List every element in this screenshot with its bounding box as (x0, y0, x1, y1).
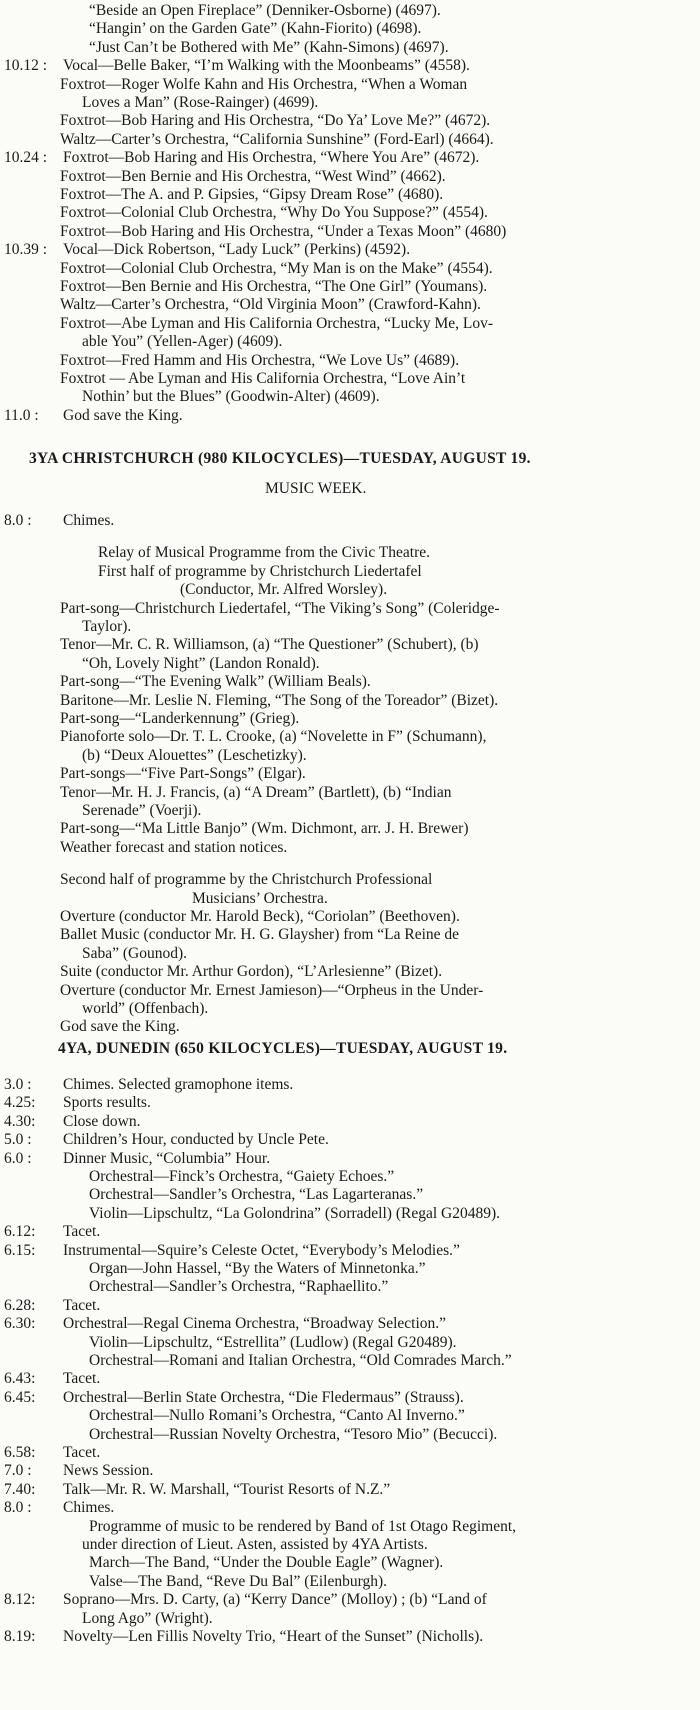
programme-line: “Oh, Lovely Night” (Landon Ronald). (82, 654, 320, 672)
programme-line: Talk—Mr. R. W. Marshall, “Tourist Resorts of N.Z.” (63, 1480, 391, 1498)
programme-line: Orchestral—Sandler’s Orchestra, “Las Lagarteranas.” (89, 1186, 424, 1204)
time-label: 6.58: (4, 1444, 36, 1461)
time-label: 10.12 : (4, 57, 48, 75)
programme-line: (b) “Deux Alouettes” (Leschetizky). (82, 746, 307, 764)
programme-line: Orchestral—Romani and Italian Orchestra, “Old Comrades March.” (89, 1352, 512, 1369)
programme-line: Weather forecast and station notices. (60, 838, 288, 856)
programme-line: Sports results. (63, 1094, 151, 1112)
time-label: 8.0 : (4, 512, 32, 529)
programme-line: Tacet. (63, 1370, 101, 1388)
time-label: 6.28: (4, 1296, 36, 1314)
programme-line: Foxtrot — Abe Lyman and His California Orchestra, “Love Ain’t (60, 370, 466, 387)
time-label: 4.25: (4, 1094, 36, 1112)
programme-line: world” (Offenbach). (82, 1000, 209, 1017)
time-label: 7.0 : (4, 1462, 32, 1480)
subheading-music-week: MUSIC WEEK. (265, 480, 367, 497)
programme-line: God save the King. (63, 406, 183, 424)
programme-line: Long Ago” (Wright). (82, 1609, 213, 1627)
programme-line: Tacet. (63, 1444, 101, 1461)
time-label: 6.0 : (4, 1149, 32, 1167)
programme-line: March—The Band, “Under the Double Eagle” (Wagner). (89, 1554, 444, 1572)
programme-line: Dinner Music, “Columbia” Hour. (63, 1149, 271, 1167)
programme-line: Violin—Lipschultz, “La Golondrina” (Sorradell) (Regal G20489). (89, 1204, 500, 1222)
programme-line: Tenor—Mr. C. R. Williamson, (a) “The Questioner” (Schubert), (b) (60, 636, 479, 654)
programme-line: “Hangin’ on the Garden Gate” (Kahn-Fiorito) (4698). (89, 20, 422, 38)
time-label: 6.43: (4, 1370, 36, 1388)
programme-line: Organ—John Hassel, “By the Waters of Minnetonka.” (89, 1260, 426, 1277)
programme-line: Waltz—Carter’s Orchestra, “California Sunshine” (Ford-Earl) (4664). (60, 130, 494, 148)
programme-line: God save the King. (60, 1018, 180, 1036)
programme-line: Orchestral—Berlin State Orchestra, “Die Fledermaus” (Strauss). (63, 1388, 464, 1406)
programme-line: Part-song—“Landerkennung” (Grieg). (60, 710, 300, 727)
programme-line: Relay of Musical Programme from the Civic Theatre. (98, 544, 431, 562)
programme-line: Children’s Hour, conducted by Uncle Pete. (63, 1131, 329, 1149)
programme-line: Programme of music to be rendered by Band of 1st Otago Regiment, (89, 1517, 517, 1535)
programme-line: “Beside an Open Fireplace” (Denniker-Osborne) (4697). (89, 2, 441, 19)
time-label: 6.30: (4, 1315, 36, 1333)
time-label: 6.45: (4, 1388, 36, 1406)
time-label: 5.0 : (4, 1131, 32, 1149)
programme-line: Foxtrot—Colonial Club Orchestra, “Why Do You Suppose?” (4554). (60, 204, 488, 222)
programme-line: “Just Can’t be Bothered with Me” (Kahn-Simons) (4697). (89, 38, 449, 56)
programme-line: Foxtrot—Fred Hamm and His Orchestra, “We Love Us” (4689). (60, 351, 460, 369)
programme-line: Tacet. (63, 1296, 101, 1314)
programme-line: Foxtrot—Abe Lyman and His California Orchestra, “Lucky Me, Lov- (60, 314, 494, 332)
programme-line: Second half of programme by the Christchurch Professional (60, 871, 433, 889)
programme-line: Foxtrot—The A. and P. Gipsies, “Gipsy Dream Rose” (4680). (60, 186, 444, 203)
programme-line: Soprano—Mrs. D. Carty, (a) “Kerry Dance” (Molloy) ; (b) “Land of (63, 1591, 487, 1609)
programme-line: Foxtrot—Ben Bernie and His Orchestra, “West Wind” (4662). (60, 167, 446, 185)
programme-line: Foxtrot—Roger Wolfe Kahn and His Orchestra, “When a Woman (60, 75, 468, 93)
programme-line: Loves a Man” (Rose-Rainger) (4699). (82, 94, 319, 111)
programme-line: Close down. (63, 1112, 141, 1130)
programme-line: Orchestral—Nullo Romani’s Orchestra, “Canto Al Inverno.” (89, 1407, 465, 1425)
programme-line: Musicians’ Orchestra. (192, 889, 328, 907)
programme-line: Vocal—Belle Baker, “I’m Walking with the Moonbeams” (4558). (63, 57, 470, 75)
time-label: 8.0 : (4, 1499, 32, 1517)
programme-line: Part-song—Christchurch Liedertafel, “The Viking’s Song” (Coleridge- (60, 599, 500, 617)
time-label: 7.40: (4, 1480, 36, 1498)
programme-line: First half of programme by Christchurch Liedertafel (98, 562, 422, 580)
programme-line: Serenade” (Voerji). (82, 802, 202, 819)
programme-line: Baritone—Mr. Leslie N. Fleming, “The Song of the Toreador” (Bizet). (60, 691, 499, 709)
programme-line: Foxtrot—Bob Haring and His Orchestra, “Do Ya’ Love Me?” (4672). (60, 112, 491, 130)
programme-line: Tenor—Mr. H. J. Francis, (a) “A Dream” (Bartlett), (b) “Indian (60, 783, 452, 801)
programme-line: Instrumental—Squire’s Celeste Octet, “Everybody’s Melodies.” (63, 1241, 460, 1259)
programme-line: Foxtrot—Colonial Club Orchestra, “My Man is on the Make” (4554). (60, 259, 493, 277)
time-label: 8.19: (4, 1628, 36, 1645)
programme-line: Chimes. (63, 512, 115, 529)
time-label: 10.39 : (4, 241, 48, 259)
time-label: 8.12: (4, 1591, 36, 1609)
programme-line: Ballet Music (conductor Mr. H. G. Glaysher) from “La Reine de (60, 926, 460, 944)
programme-line: Violin—Lipschultz, “Estrellita” (Ludlow) (Regal G20489). (89, 1333, 457, 1351)
programme-line: Tacet. (63, 1223, 101, 1241)
programme-line: (Conductor, Mr. Alfred Worsley). (180, 581, 388, 599)
programme-line: Vocal—Dick Robertson, “Lady Luck” (Perkins) (4592). (63, 241, 411, 259)
programme-line: Chimes. (63, 1499, 115, 1517)
time-label: 11.0 : (4, 406, 39, 424)
programme-line: Orchestral—Regal Cinema Orchestra, “Broadway Selection.” (63, 1315, 447, 1333)
programme-line: Suite (conductor Mr. Arthur Gordon), “L’Arlesienne” (Bizet). (60, 963, 443, 981)
programme-line: Part-song—“The Evening Walk” (William Beals). (60, 673, 371, 691)
programme-line: Nothin’ but the Blues” (Goodwin-Alter) (4609). (82, 388, 380, 406)
programme-line: Overture (conductor Mr. Harold Beck), “Coriolan” (Beethoven). (60, 908, 460, 925)
heading-4ya: 4YA, DUNEDIN (650 KILOCYCLES)—TUESDAY, AUGUST 19. (58, 1040, 508, 1057)
programme-line: Pianoforte solo—Dr. T. L. Crooke, (a) “Novelette in F” (Schumann), (60, 728, 487, 746)
time-label: 3.0 : (4, 1076, 32, 1093)
programme-line: Orchestral—Sandler’s Orchestra, “Raphaellito.” (89, 1278, 389, 1296)
programme-line: under direction of Lieut. Asten, assisted by 4YA Artists. (82, 1536, 428, 1553)
programme-line: Foxtrot—Bob Haring and His Orchestra, “Under a Texas Moon” (4680) (60, 222, 507, 240)
time-label: 6.15: (4, 1241, 36, 1259)
programme-line: Foxtrot—Ben Bernie and His Orchestra, “The One Girl” (Youmans). (60, 278, 488, 295)
programme-line: Foxtrot—Bob Haring and His Orchestra, “Where You Are” (4672). (63, 149, 480, 167)
heading-3ya: 3YA CHRISTCHURCH (980 KILOCYCLES)—TUESDAY, AUGUST 19. (29, 450, 531, 467)
time-label: 6.12: (4, 1223, 36, 1241)
programme-line: News Session. (63, 1462, 154, 1480)
programme-line: Valse—The Band, “Reve Du Bal” (Eilenburgh). (89, 1572, 388, 1590)
programme-line: Part-song—“Ma Little Banjo” (Wm. Dichmont, arr. J. H. Brewer) (60, 820, 469, 838)
programme-line: Waltz—Carter’s Orchestra, “Old Virginia Moon” (Crawford-Kahn). (60, 296, 481, 314)
programme-line: Overture (conductor Mr. Ernest Jamieson)—“Orpheus in the Under- (60, 981, 484, 999)
programme-line: Orchestral—Russian Novelty Orchestra, “Tesoro Mio” (Becucci). (89, 1425, 498, 1443)
time-label: 10.24 : (4, 149, 48, 167)
programme-line: Novelty—Len Fillis Novelty Trio, “Heart of the Sunset” (Nicholls). (63, 1628, 484, 1645)
time-label: 4.30: (4, 1112, 36, 1130)
programme-line: Saba” (Gounod). (82, 944, 188, 962)
programme-line: Taylor). (82, 618, 132, 635)
programme-line: Orchestral—Finck’s Orchestra, “Gaiety Echoes.” (89, 1168, 395, 1185)
programme-line: Part-songs—“Five Part-Songs” (Elgar). (60, 765, 306, 783)
programme-line: able You” (Yellen-Ager) (4609). (82, 333, 283, 351)
programme-line: Chimes. Selected gramophone items. (63, 1076, 294, 1093)
